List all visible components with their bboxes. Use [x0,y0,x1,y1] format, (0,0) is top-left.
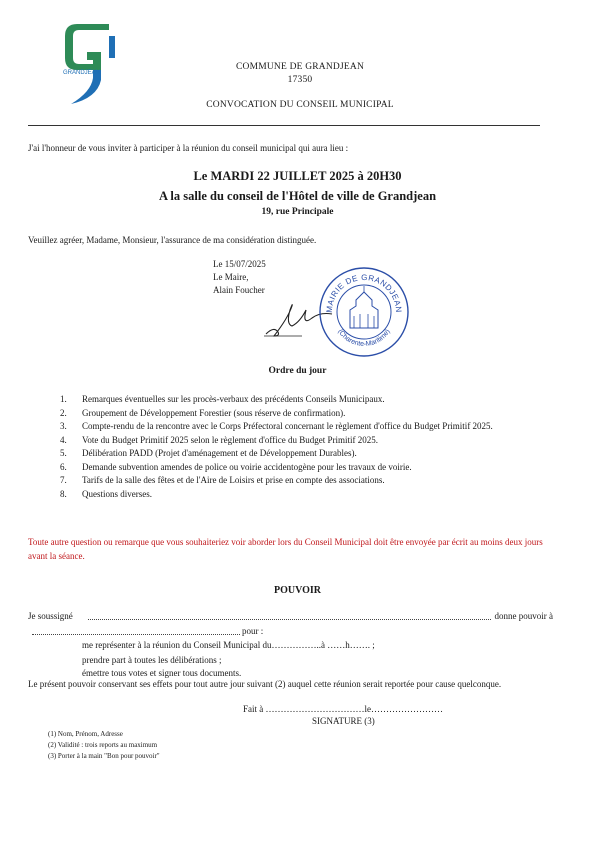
signature-label: SIGNATURE (3) [312,716,375,726]
proxy-fill-line[interactable] [32,634,240,635]
meeting-place: A la salle du conseil de l'Hôtel de ville de Grandjean [158,189,437,203]
agenda-item-text: Groupement de Développement Forestier (sous réserve de confirmation). [82,407,346,418]
agenda-item-text: Tarifs de la salle des fêtes et de l'Aire de Loisirs et prise en compte des associations. [82,475,385,485]
agenda-item [60,407,542,419]
footnote-2: (2) Validité : trois reports au maximum [48,741,158,749]
logo-caption: GRANDJEAN [63,70,101,76]
agenda-item-number: 5. [60,448,67,458]
signature-date: Le 15/07/2025 [213,259,266,269]
agenda-item-text: Demande subvention amendes de police ou voirie accidentogène pour les travaux de voirie. [82,461,412,472]
commune-name: COMMUNE DE GRANDJEAN [235,62,365,72]
agenda-item-number: 4. [60,434,67,445]
footnote-1: (1) Nom, Prénom, Adresse [48,730,123,738]
greeting-text: Veuillez agréer, Madame, Monsieur, l'assurance de ma considération distinguée. [28,235,317,245]
commune-logo [57,18,125,108]
agenda-item [60,447,542,459]
fait-a-line[interactable]: Fait à ……………………………le…………………… [243,704,443,714]
pouvoir-line-3: me représenter à la réunion du Conseil Municipal du……………..à ……h……. ; [82,640,375,650]
meeting-date: Le MARDI 22 JUILLET 2025 à 20H30 [193,169,402,183]
agenda-item-text: Compte-rendu de la rencontre avec le Corps Préfectoral concernant le règlement d'office du Budget Primitif 2025. [82,421,493,431]
stamp-bottom-text: (Charente-Maritime) [336,328,392,349]
mairie-stamp [318,266,410,358]
agenda-item-text: Questions diverses. [82,488,152,499]
pouvoir-line-5: émettre tous votes et signer tous documents. [82,668,242,678]
document-title: CONVOCATION DU CONSEIL MUNICIPAL [206,100,394,110]
agenda-list [60,393,542,500]
agenda-item [60,434,542,446]
footnote-3: (3) Porter à la main "Bon pour pouvoir" [48,752,160,760]
signature-name: Alain Foucher [213,285,265,295]
agenda-item-text: Délibération PADD (Projet d'aménagement et de Développement Durables). [82,448,357,458]
svg-text:MAIRIE DE GRANDJEAN [325,273,403,313]
agenda-list-container [60,393,542,501]
signature-role: Le Maire, [213,272,249,282]
stamp-top-text: MAIRIE DE GRANDJEAN [324,272,404,314]
pouvoir-line-1 [28,611,553,621]
agenda-item-number: 2. [60,407,67,418]
agenda-item-number: 8. [60,488,67,499]
agenda-item [60,420,542,432]
notice-text: Toute autre question ou remarque que vous souhaiteriez voir aborder lors du Conseil Municipal doit être envoyée par écrit au moins deux jours avant la séance. [28,537,543,561]
pouvoir-line-4: prendre part à toutes les délibérations ; [82,655,222,665]
agenda-item [60,474,542,486]
agenda-item-number: 3. [60,421,67,431]
meeting-address: 19, rue Principale [261,207,334,217]
logo-g-icon [57,18,125,108]
agenda-item-number: 6. [60,461,67,472]
agenda-item [60,393,542,405]
name-fill-line[interactable] [88,619,491,620]
agenda-item [60,488,542,500]
agenda-title: Ordre du jour [268,366,327,376]
pouvoir-line-6: Le présent pouvoir conservant ses effets pour tout autre jour suivant (2) auquel cette réunion serait reportée pour cause quelconque. [28,679,502,689]
agenda-item-number: 1. [60,394,67,404]
agenda-item-text: Vote du Budget Primitif 2025 selon le règlement d'office du Budget Primitif 2025. [82,434,379,445]
pouvoir-soussigne-label: Je soussigné [28,611,73,621]
pour-label: pour : [242,626,264,636]
agenda-item-number: 7. [60,475,67,485]
donne-pouvoir-label: donne pouvoir à [494,611,553,621]
commune-postcode: 17350 [287,75,313,85]
pouvoir-title: POUVOIR [273,585,322,596]
agenda-item-text: Remarques éventuelles sur les procès-verbaux des précédents Conseils Municipaux. [82,394,385,404]
stamp-seal-icon [318,266,410,358]
agenda-item [60,461,542,473]
header-divider [28,125,540,126]
intro-text: J'ai l'honneur de vous inviter à participer à la réunion du conseil municipal qui aura lieu : [28,143,349,153]
